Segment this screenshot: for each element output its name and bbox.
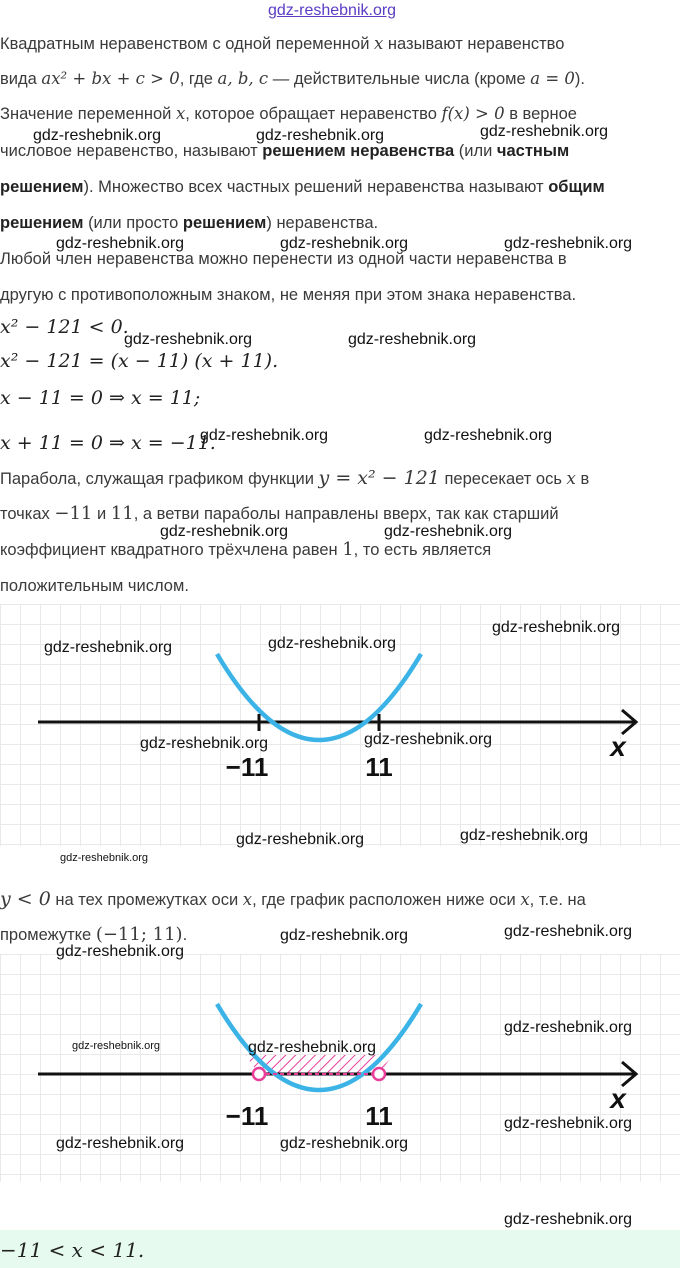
text: , где график расположен ниже оси [252,891,516,909]
watermark: gdz-reshebnik.org [504,1211,633,1228]
watermark: gdz-reshebnik.org [33,127,162,144]
solution-line-3 [0,177,605,197]
text: называют неравенство [387,35,565,53]
watermark: gdz-reshebnik.org [280,1135,409,1152]
math-one: 1 [342,539,354,560]
watermark: gdz-reshebnik.org [56,235,185,252]
watermark: gdz-reshebnik.org [248,1039,377,1056]
math-var: x [520,890,530,909]
text: в [580,470,590,488]
watermark: gdz-reshebnik.org [236,831,365,848]
parabola-line-1 [0,468,589,489]
text: , то есть является [353,541,492,559]
text: Значение переменной [0,105,172,123]
watermark: gdz-reshebnik.org [140,735,269,752]
rule-line-2: другую с противоположным знаком, не меняя при этом знака неравенства. [0,286,577,304]
text: коэффициент квадратного трёхчлена равен [0,541,338,559]
text: и [96,505,107,523]
text: — действительные числа (кроме [272,70,526,88]
math-var: x [242,890,253,909]
watermark: gdz-reshebnik.org [256,127,385,144]
bold-term: решением [182,214,267,232]
axis-label-x: x [610,1083,626,1114]
watermark: gdz-reshebnik.org [504,235,633,252]
math-line-root-1: x − 11 = 0 ⇒ x = 11; [0,387,201,409]
watermark: gdz-reshebnik.org [504,1019,633,1036]
text: (или [458,142,493,160]
text: , где [179,70,213,88]
watermark: gdz-reshebnik.org [492,619,621,636]
text: ). Множество всех частных решений неравенства называют [83,178,544,196]
text: (или просто [88,214,179,232]
negative-line-1 [0,889,586,910]
math-vars: a, b, c [217,69,269,88]
text: ). [574,70,585,88]
math-line-factorization: x² − 121 = (x − 11) (x + 11). [0,350,279,372]
text: промежутке [0,926,92,944]
tick-label-right: 11 [365,1101,393,1131]
watermark: gdz-reshebnik.org [124,331,253,348]
watermark: gdz-reshebnik.org [280,235,409,252]
bold-term: решением [0,214,84,232]
negative-line-2 [0,925,187,945]
watermark: gdz-reshebnik.org [424,427,553,444]
bold-term: решением [0,178,84,196]
bold-term: общим [548,178,605,196]
watermark: gdz-reshebnik.org [384,523,513,540]
answer-text: −11 < x < 11. [0,1238,145,1262]
math-fx: f(x) > 0 [441,104,505,123]
solution-line-1 [0,104,577,124]
watermark: gdz-reshebnik.org [160,523,289,540]
bold-term: решением неравенства [262,142,455,160]
bold-term: частным [496,142,570,160]
watermark: gdz-reshebnik.org [56,943,185,960]
text: , а ветви параболы направлены вверх, так как старший [133,505,559,523]
math-point: −11 [54,503,93,524]
math-formula: ax² + bx + c > 0 [41,69,180,88]
math-function: y = x² − 121 [318,467,440,489]
math-y-negative: y < 0 [0,888,51,910]
math-var: x [374,34,384,53]
open-point-right [373,1068,385,1080]
math-interval: (−11; 11) [95,924,183,945]
text: числовое неравенство, называют [0,142,258,160]
text: , которое обращает неравенство [185,105,437,123]
watermark: gdz-reshebnik.org [480,123,609,140]
math-line-root-2: x + 11 = 0 ⇒ x = −11. [0,432,216,454]
watermark: gdz-reshebnik.org [460,827,589,844]
axis-label-x: x [610,731,626,762]
rule-line-1: Любой член неравенства можно перенести из одной части неравенства в [0,250,567,268]
text: точках [0,505,50,523]
text: Парабола, служащая графиком функции [0,470,314,488]
watermark-small: gdz-reshebnik.org [72,1040,161,1052]
watermark: gdz-reshebnik.org [280,927,409,944]
math-var: x [175,104,186,123]
math-point: 11 [110,503,134,524]
parabola-line-2 [0,504,559,524]
watermark: gdz-reshebnik.org [200,427,329,444]
text: . [182,926,188,944]
watermark: gdz-reshebnik.org [44,639,173,656]
watermark: gdz-reshebnik.org [268,635,397,652]
watermark: gdz-reshebnik.org [504,1115,633,1132]
math-line-inequality: x² − 121 < 0. [0,316,129,338]
tick-label-left: −11 [225,1101,269,1131]
watermark: gdz-reshebnik.org [56,1135,185,1152]
math-a-zero: a = 0 [530,69,575,88]
tick-label-right: 11 [365,752,393,782]
watermark: gdz-reshebnik.org [348,331,477,348]
text: Квадратным неравенством с одной переменной [0,35,370,53]
definition-line-1 [0,34,564,54]
text: ) неравенства. [266,214,379,232]
definition-line-2 [0,69,585,89]
answer-box [0,1230,680,1268]
text: вида [0,70,37,88]
solution-line-4 [0,213,378,233]
text: , т.е. на [529,891,586,909]
open-point-left [253,1068,265,1080]
parabola-curve [217,654,421,740]
parabola-line-4: положительным числом. [0,577,189,595]
math-var: x [566,469,576,488]
tick-label-left: −11 [225,752,269,782]
parabola-line-3 [0,540,491,560]
text: на тех промежутках оси [55,891,239,909]
text: пересекает ось [444,470,562,488]
watermark: gdz-reshebnik.org [504,923,633,940]
text: в верное [509,105,577,123]
site-watermark-link[interactable]: gdz-reshebnik.org [268,2,397,19]
watermark-small: gdz-reshebnik.org [60,852,149,864]
watermark: gdz-reshebnik.org [364,731,493,748]
